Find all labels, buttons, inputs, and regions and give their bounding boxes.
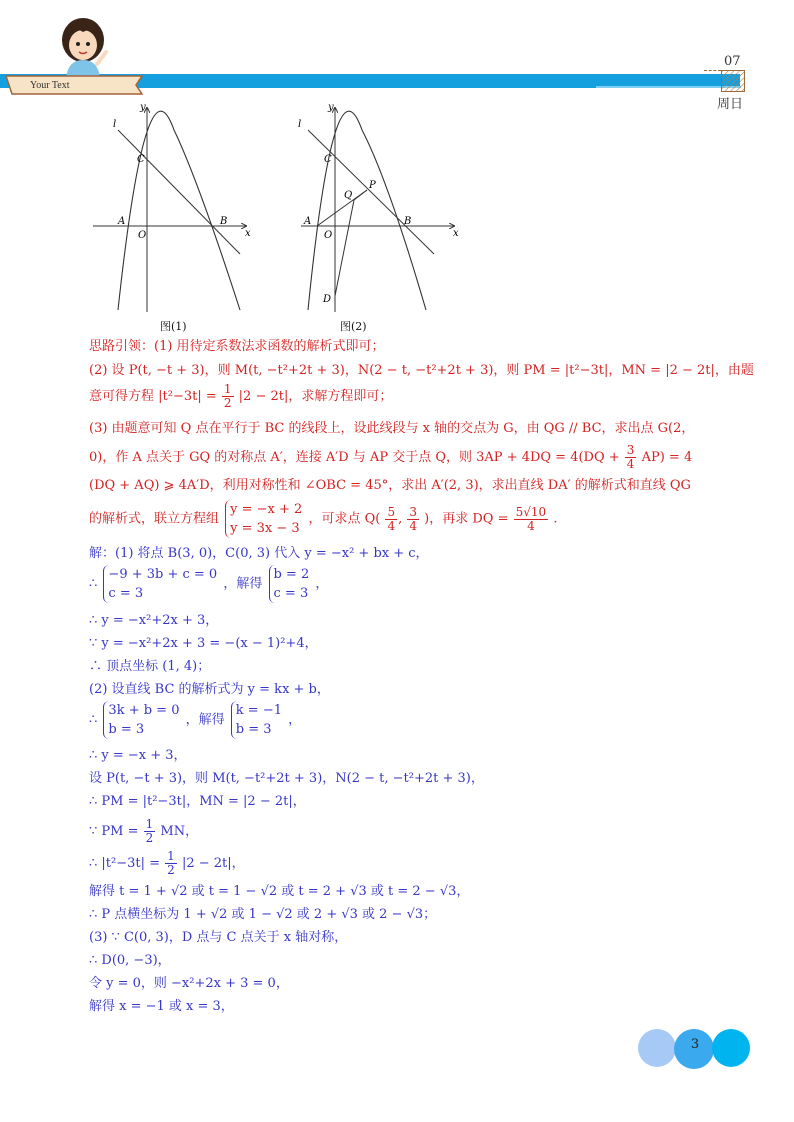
label-y: y [140,102,146,113]
hint-line-5: 0)，作 A 点关于 GQ 的对称点 A′，连接 A′D 与 AP 交于点 Q，则 3AP + 4DQ = 4(DQ + $\frac{3}{4}$ AP) = 4 [89,443,693,471]
label-x: x [245,228,251,239]
title-ribbon [4,74,144,96]
label-D: D [323,294,332,305]
solution-line-8: ∴ y = −x + 3， [89,748,187,763]
segment-DQ [335,200,354,296]
ribbon-text: Your Text [30,80,70,91]
label-B: B [404,216,412,227]
figure-1 [88,100,258,315]
label-B: B [220,216,228,227]
solution-line-16: ∴ D(0, −3)， [89,953,171,968]
label-C: C [324,154,332,165]
solution-line-2: ∴ −9 + 3b + c = 0 c = 3 ，解得 b = 2 c = 3 ， [89,567,329,601]
solution-line-3: ∴ y = −x²+2x + 3， [89,613,219,628]
hint-line-1: 思路引领：(1) 用待定系数法求函数的解析式即可； [89,339,385,354]
label-A: A [118,216,126,227]
figure-1-caption: 图(1) [160,320,187,333]
footer-circle-left [638,1029,676,1067]
header-bar-tail [596,86,741,88]
solution-line-11: ∵ PM = $\frac{1}{2}$ MN， [89,817,199,845]
solution-line-9: 设 P(t, −t + 3)，则 M(t, −t²+2t + 3)，N(2 − t, −t²+2t + 3)， [89,771,484,786]
hatched-box-icon [721,70,745,92]
hint-line-4: (3) 由题意可知 Q 点在平行于 BC 的线段上，设此线段与 x 轴的交点为 G，由 QG // BC，求出点 G(2， [89,421,695,436]
solution-line-14: ∴ P 点横坐标为 1 + √2 或 1 − √2 或 2 + √3 或 2 − √3； [89,907,437,922]
footer-page-number: 3 [690,1037,700,1052]
label-y: y [328,102,334,113]
hint-line-6: (DQ + AQ) ⩾ 4A′D，利用对称性和 ∠OBC = 45°，求出 A′(2, 3)，求出直线 DA′ 的解析式和直线 QG [89,478,691,493]
label-A: A [304,216,312,227]
page-number: 07 [724,54,741,69]
solution-line-1: 解：(1) 将点 B(3, 0)，C(0, 3) 代入 y = −x² + bx + c， [89,546,429,561]
label-l: l [298,119,302,130]
label-O: O [324,230,333,241]
solution-line-12: ∴ |t²−3t| = $\frac{1}{2}$ |2 − 2t|， [89,849,245,877]
parabola [308,111,426,310]
label-x: x [453,228,459,239]
day-label: 周日 [717,97,744,112]
solution-line-6: (2) 设直线 BC 的解析式为 y = kx + b， [89,682,330,697]
label-l: l [113,119,117,130]
figure-2-caption: 图(2) [340,320,367,333]
label-Q: Q [344,190,353,201]
line-l [118,130,240,254]
segment-QP [354,190,367,200]
hint-line-7: 的解析式，联立方程组 y = −x + 2 y = 3x − 3 ，可求点 Q( $\frac{5}{4}$ , $\frac{3}{4}$ )，再求 DQ = $\frac{5√10}{4}$ . [89,502,558,536]
parabola [118,111,240,310]
label-P: P [369,180,376,191]
solution-line-13: 解得 t = 1 + √2 或 t = 1 − √2 或 t = 2 + √3 或 t = 2 − √3， [89,884,470,899]
solution-line-10: ∴ PM = |t²−3t|，MN = |2 − 2t|， [89,794,306,809]
label-C: C [137,154,145,165]
footer-circle-right [712,1029,750,1067]
label-O: O [138,230,147,241]
hint-line-2: (2) 设 P(t, −t + 3)，则 M(t, −t²+2t + 3)，N(2 − t, −t²+2t + 3)，则 PM = |t²−3t|，MN = |2 − 2t|，由题 [89,363,754,378]
solution-line-15: (3) ∵ C(0, 3)，D 点与 C 点关于 x 轴对称， [89,930,348,945]
solution-line-5: ∴ 顶点坐标 (1, 4)； [89,659,211,674]
solution-line-7: ∴ 3k + b = 0 b = 3 ，解得 k = −1 b = 3 ， [89,703,302,737]
hint-line-3: 意可得方程 |t²−3t| = $\frac{1}{2}$ |2 − 2t|，求解方程即可； [89,382,393,410]
page-box-dash [704,70,721,71]
solution-line-18: 解得 x = −1 或 x = 3， [89,999,234,1014]
figure-2 [296,100,466,315]
teacher-avatar-icon [50,12,120,78]
solution-line-4: ∵ y = −x²+2x + 3 = −(x − 1)²+4， [89,636,318,651]
solution-line-17: 令 y = 0，则 −x²+2x + 3 = 0， [89,976,289,991]
